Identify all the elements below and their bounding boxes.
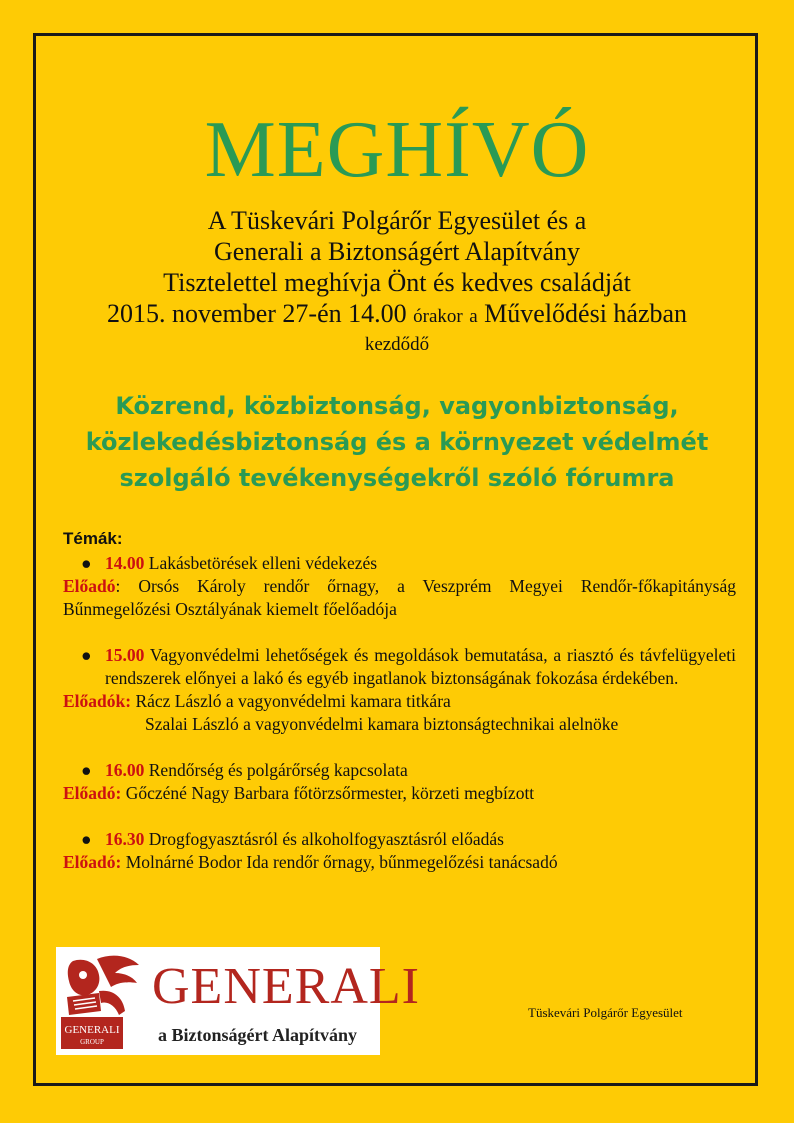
- speaker-role: Előadó: [63, 576, 116, 596]
- a-text: a: [469, 306, 478, 327]
- orakor-text: órakor: [413, 306, 463, 327]
- winged-lion-icon: [59, 953, 141, 1051]
- topic-time: 16.30: [105, 829, 145, 849]
- speaker-role: Előadó:: [63, 852, 122, 872]
- logo-subtitle: a Biztonságért Alapítvány: [158, 1025, 358, 1045]
- speaker-name: Molnárné Bodor Ida rendőr őrnagy, bűnmegelőzési tanácsadó: [125, 852, 558, 872]
- speaker-name: Gőczéné Nagy Barbara főtörzsőrmester, körzeti megbízott: [125, 783, 535, 803]
- logo-badge-line1: GENERALI: [64, 1024, 120, 1036]
- speaker-role: Előadó:: [63, 783, 122, 803]
- event-venue: Művelődési házban: [484, 299, 688, 328]
- topics-section: [63, 527, 736, 874]
- topic-item: [63, 644, 736, 736]
- speaker-name-2: Szalai László a vagyonvédelmi kamara biztonságtechnikai alelnöke: [145, 714, 619, 734]
- intro-line-1: A Tüskevári Polgárőr Egyesület és a: [207, 206, 587, 235]
- topic-time: 16.00: [105, 760, 145, 780]
- kezdodo-text: kezdődő: [364, 334, 430, 355]
- bullet-icon: ●: [81, 760, 92, 780]
- bullet-icon: ●: [81, 829, 92, 849]
- topic-item: [63, 759, 736, 805]
- speaker-name: Rácz László a vagyonvédelmi kamara titkára: [135, 691, 451, 711]
- page-title: MEGHÍVÓ: [204, 106, 590, 194]
- forum-title: [40, 388, 754, 496]
- topic-item: [63, 552, 736, 621]
- speaker-name: : Orsós Károly rendőr őrnagy, a Veszprém Megyei Rendőr-főkapitányság Bűnmegelőzési Osztályának kiemelt főelőadója: [63, 576, 736, 619]
- forum-line-3: szolgáló tevékenységekről szóló fórumra: [119, 464, 675, 492]
- intro-line-3: Tisztelettel meghívja Önt és kedves családját: [163, 268, 631, 297]
- organizer-signature: Tüskevári Polgárőr Egyesület: [528, 1005, 683, 1020]
- topics-header: Témák:: [63, 529, 123, 548]
- bullet-icon: ●: [81, 553, 92, 573]
- topic-title: Rendőrség és polgárőrség kapcsolata: [148, 760, 408, 780]
- logo-brand-text: GENERALI: [152, 958, 420, 1015]
- forum-line-2: közlekedésbiztonság és a környezet védelmét: [85, 428, 709, 456]
- topic-title: Vagyonvédelmi lehetőségek és megoldások bemutatása, a riasztó és távfelügyeleti rendszerek előnyei a lakó és egyéb ingatlanok biztonságának fokozása érdekében.: [105, 645, 736, 688]
- topic-title: Lakásbetörések elleni védekezés: [148, 553, 378, 573]
- invitation-intro: [40, 205, 754, 358]
- topic-time: 14.00: [105, 553, 145, 573]
- intro-date-line: [40, 298, 754, 332]
- generali-logo: [56, 947, 420, 1055]
- event-date: 2015. november 27-én 14.00: [106, 299, 407, 328]
- intro-line-2: Generali a Biztonságért Alapítvány: [213, 237, 581, 266]
- topic-item: [63, 828, 736, 874]
- forum-line-1: Közrend, közbiztonság, vagyonbiztonság,: [115, 392, 679, 420]
- logo-badge-line2: GROUP: [80, 1038, 104, 1046]
- bullet-icon: ●: [81, 645, 92, 665]
- speaker-role: Előadók:: [63, 691, 132, 711]
- topic-title: Drogfogyasztásról és alkoholfogyasztásról előadás: [148, 829, 504, 849]
- topic-time: 15.00: [105, 645, 145, 665]
